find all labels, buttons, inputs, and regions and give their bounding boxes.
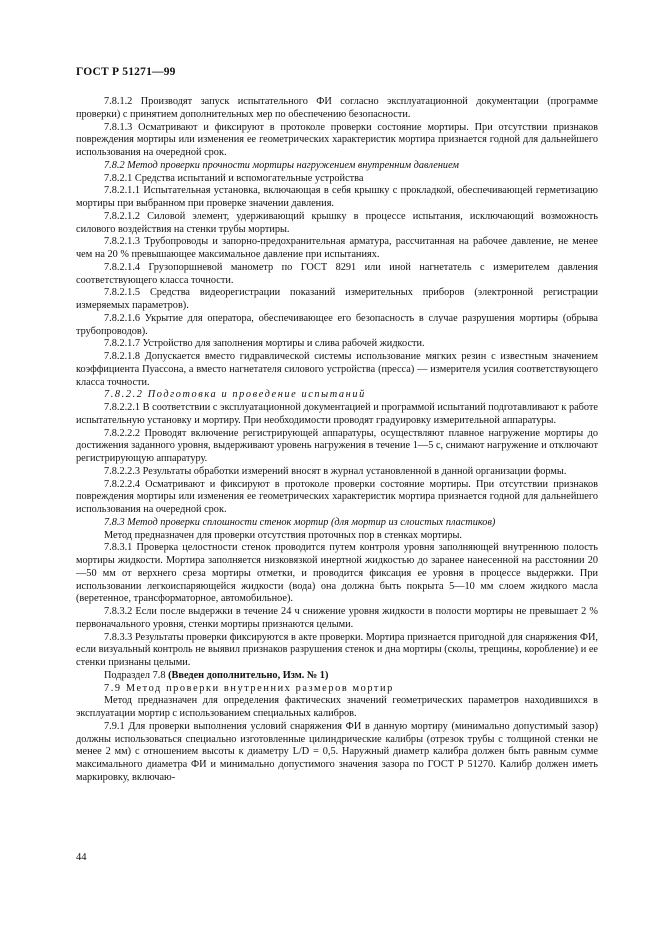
section-heading: 7.8.2.2 Подготовка и проведение испытаний — [104, 389, 366, 401]
amendment-note — [76, 670, 598, 683]
paragraph: 7.8.2.1.8 Допускается вместо гидравлической системы использование мягких резин с известным значением коэффициента Пуассона, а вместо нагнетателя силового устройства (пресса) — измерителя усилия соответствующего класса точности. — [76, 351, 598, 388]
section-heading: 7.8.2 Метод проверки прочности мортиры нагружением внутренним давлением — [104, 159, 459, 171]
paragraph: 7.8.2.2.1 В соответствии с эксплуатационной документацией и программой испытаний подготавливают к работе испытательную установку и мортиру. При необходимости проводят градуировку измерительной аппаратуры. — [76, 402, 598, 426]
paragraph: 7.8.2.1.5 Средства видеорегистрации показаний измерительных приборов (электронной регистрации измеряемых параметров). — [76, 287, 598, 311]
section-heading: 7.8.3 Метод проверки сплошности стенок мортир (для мортир из слоистых пластиков) — [104, 516, 496, 528]
paragraph: 7.8.2.1.7 Устройство для заполнения мортиры и слива рабочей жидкости. — [104, 338, 425, 350]
paragraph: 7.8.2.1.1 Испытательная установка, включающая в себя крышку с прокладкой, обеспечивающей герметизацию мортиры при выбранном при проверке значении давления. — [76, 185, 598, 209]
amendment-text: (Введен дополнительно, Изм. № 1) — [168, 669, 329, 681]
paragraph: 7.8.1.2 Производят запуск испытательного ФИ согласно эксплуатационной документации (программе проверки) с принятием дополнительных мер по обеспечению безопасности. — [76, 96, 598, 120]
paragraph: 7.8.2.1.2 Силовой элемент, удерживающий крышку в процессе испытания, исключающий возможность силового воздействия на стенки трубы мортиры. — [76, 210, 598, 235]
paragraph: 7.9.1 Для проверки выполнения условий снаряжения ФИ в данную мортиру (минимально допустимый зазор) должны использоваться специально изготовленные цилиндрические калибры (отрезок трубы с толщиной стенки не менее 2 мм) с отношением высоты к диаметру L/D = 0,5. Наружный диаметр калибра должен быть равным сумме максимального диаметра ФИ и минимально допустимого значения зазора по ГОСТ Р 51270. Калибр должен иметь маркировку, включаю- — [76, 720, 598, 783]
paragraph: 7.8.1.3 Осматривают и фиксируют в протоколе проверки состояние мортиры. При отсутствии признаков повреждения мортиры или изменения ее геометрических характеристик мортира признается годной для дальнейшего использования на очередной срок. — [76, 121, 598, 158]
paragraph: 7.8.2.1.4 Грузопоршневой манометр по ГОСТ 8291 или иной нагнетатель с измерителем давления соответствующего класса точности. — [76, 261, 598, 286]
paragraph: 7.8.3.3 Результаты проверки фиксируются в акте проверки. Мортира признается пригодной для снаряжения ФИ, если визуальный контроль не выявил признаков разрушения стенок и дна мортиры (сколы, трещины, коробление) и ее стенки признаны целыми. — [76, 631, 598, 668]
paragraph: 7.8.3.1 Проверка целостности стенок проводится путем контроля уровня заполняющей внутреннюю полость мортиры жидкости. Мортира заполняется низковязкой инертной жидкостью до заранее нанесенной на расстоянии 20—50 мм от верхнего среза мортиры отметки, и проводится фиксация ее уровня в процессе выдержки. При использовании легкоиспаряющейся жидкости (вода) она должна быть покрыта 5—10 мм слоем жидкого масла (веретенное, трансформаторное, автомобильное). — [76, 542, 598, 605]
paragraph: Метод предназначен для проверки отсутствия проточных пор в стенках мортиры. — [104, 529, 462, 541]
page-header-standard: ГОСТ Р 51271—99 — [76, 66, 176, 78]
paragraph: 7.8.2.2.3 Результаты обработки измерений вносят в журнал установленной в данной организации формы. — [104, 465, 567, 477]
amendment-subsection: Подраздел 7.8 — [104, 669, 166, 681]
paragraph: 7.8.2.1.3 Трубопроводы и запорно-предохранительная арматура, рассчитанная на рабочее давление, не менее чем на 20 % превышающее максимальное давление при испытаниях. — [76, 236, 598, 260]
paragraph: 7.8.2.2.4 Осматривают и фиксируют в протоколе проверки состояние мортиры. При отсутствии признаков повреждения мортиры или изменения ее геометрических характеристик мортира признается годной для дальнейшего использования на очередной срок. — [76, 478, 598, 515]
paragraph: 7.8.2.1 Средства испытаний и вспомогательные устройства — [104, 172, 364, 184]
paragraph: 7.8.2.2.2 Проводят включение регистрирующей аппаратуры, осуществляют плавное нагружение мортиры до достижения заданного уровня, выдерживают уровень нагружения в течение 1—5 с, снимают нагружение и отключают регистрирующую аппаратуру. — [76, 427, 598, 464]
page-number: 44 — [76, 852, 87, 863]
paragraph: 7.8.3.2 Если после выдержки в течение 24 ч снижение уровня жидкости в полости мортиры не превышает 2 % первоначального уровня, стенки мортиры признаются целыми. — [76, 606, 598, 630]
paragraph: 7.8.2.1.6 Укрытие для оператора, обеспечивающее его безопасность в случае разрушения мортиры (обрыва трубопроводов). — [76, 312, 598, 337]
section-heading: 7.9 Метод проверки внутренних размеров мортир — [104, 682, 394, 694]
document-body — [76, 96, 598, 785]
paragraph: Метод предназначен для определения фактических значений геометрических параметров находившихся в эксплуатации мортир с использованием специальных калибров. — [76, 695, 598, 719]
